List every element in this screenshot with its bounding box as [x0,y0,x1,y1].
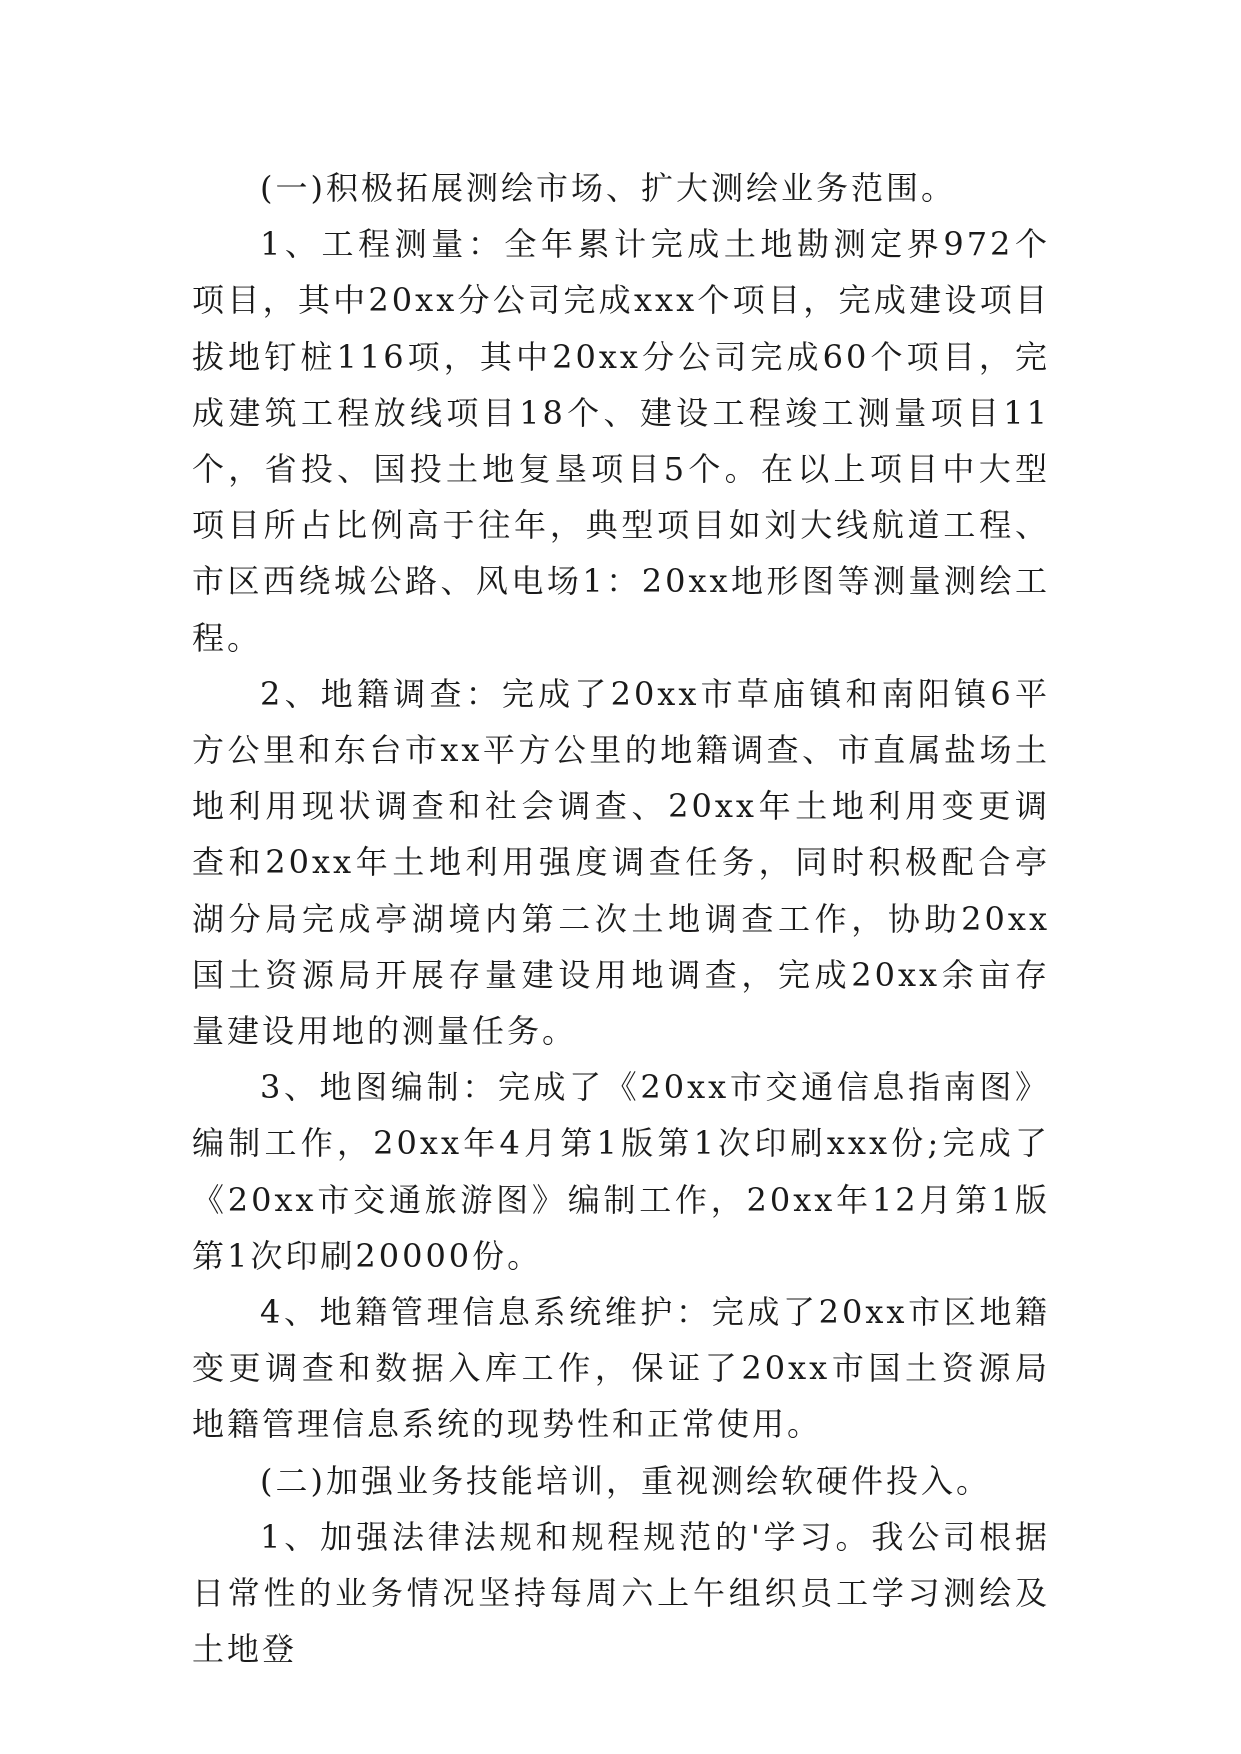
section-heading-2: (二)加强业务技能培训，重视测绘软硬件投入。 [260,1461,991,1500]
section-heading-1: (一)积极拓展测绘市场、扩大测绘业务范围。 [260,169,956,207]
document-body [192,160,1050,1677]
paragraph-cadastral-survey: 2、地籍调查：完成了20xx市草庙镇和南阳镇6平方公里和东台市xx平方公里的地籍调查、市直属盐场土地利用现状调查和社会调查、20xx年土地利用变更调查和20xx年土地利用强度调查任务，同时积极配合亭湖分局完成亭湖境内第二次土地调查工作，协助20xx国土资源局开展存量建设用地调查，完成20xx余亩存量建设用地的测量任务。 [192,674,1050,1051]
paragraph-legal-study: 1、加强法律法规和规程规范的'学习。我公司根据日常性的业务情况坚持每周六上午组织员工学习测绘及土地登 [192,1517,1050,1669]
paragraph-map-compilation: 3、地图编制：完成了《20xx市交通信息指南图》编制工作，20xx年4月第1版第1次印刷xxx份;完成了《20xx市交通旅游图》编制工作，20xx年12月第1版第1次印刷20000份。 [192,1068,1050,1275]
paragraph-system-maintenance: 4、地籍管理信息系统维护：完成了20xx市区地籍变更调查和数据入库工作，保证了20xx市国土资源局地籍管理信息系统的现势性和正常使用。 [192,1293,1050,1444]
paragraph-engineering-survey: 1、工程测量：全年累计完成土地勘测定界972个项目，其中20xx分公司完成xxx个项目，完成建设项目拔地钉桩116项，其中20xx分公司完成60个项目，完成建筑工程放线项目18个、建设工程竣工测量项目11个，省投、国投土地复垦项目5个。在以上项目中大型项目所占比例高于往年，典型项目如刘大线航道工程、市区西绕城公路、风电场1：20xx地形图等测量测绘工程。 [192,225,1050,657]
